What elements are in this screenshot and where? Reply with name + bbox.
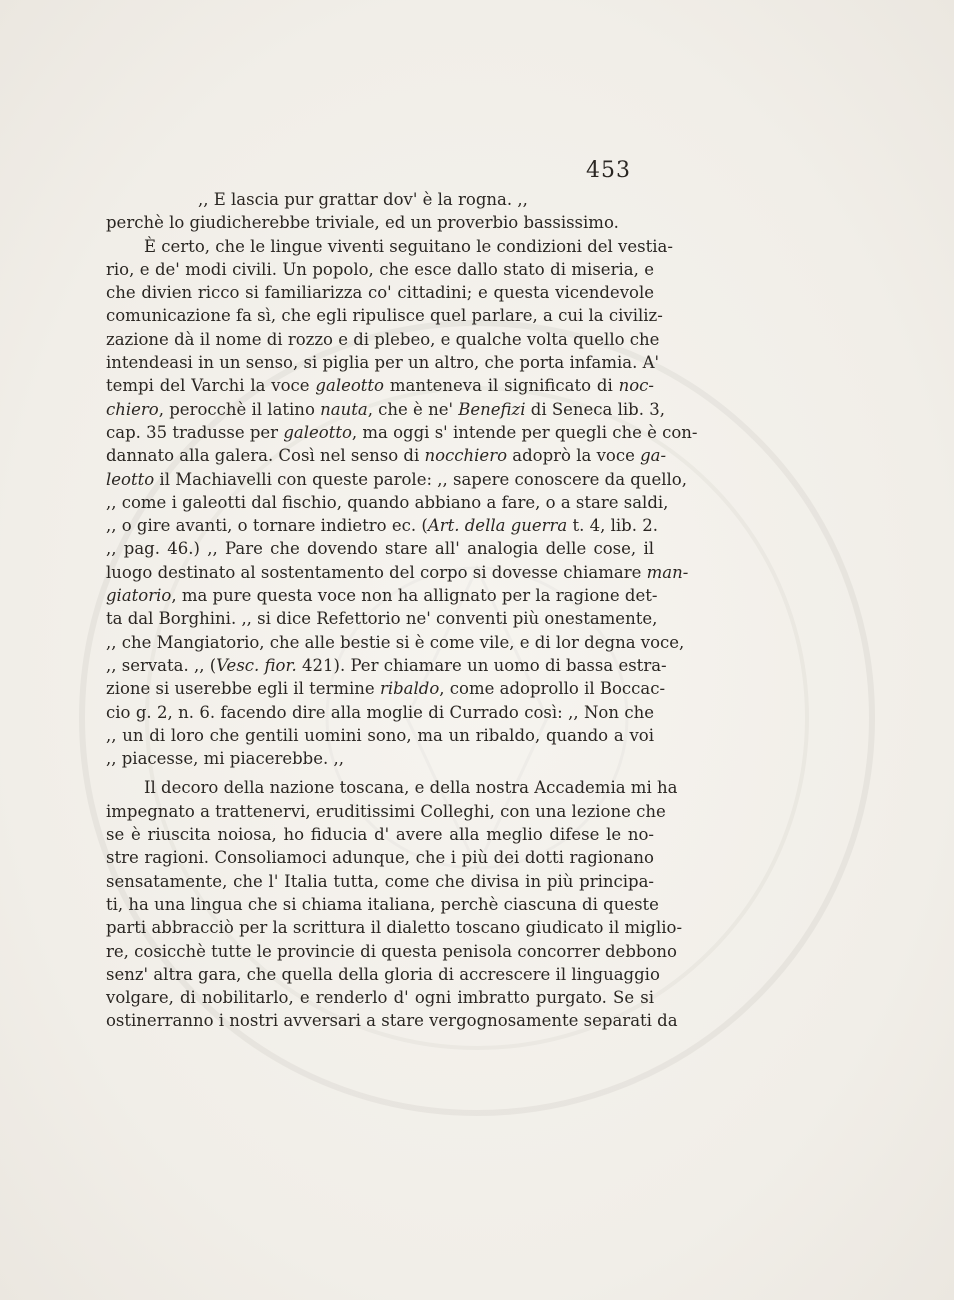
- text-line: ,, piacesse, mi piacerebbe. ,,: [106, 749, 344, 769]
- text-line: ,, E lascia pur grattar dov' è la rogna. ,,: [198, 190, 528, 209]
- page-number: 453: [586, 158, 631, 183]
- text-line: se è riuscita noiosa, ho fiducia d' avere alla meglio difese le no-: [106, 825, 654, 845]
- text-line: Il decoro della nazione toscana, e della nostra Accademia mi ha: [144, 778, 678, 798]
- text-line: luogo destinato al sostentamento del corpo si dovesse chiamare man-: [106, 562, 689, 582]
- text-line: dannato alla galera. Così nel senso di nocchiero adoprò la voce ga-: [106, 446, 667, 466]
- text-line: ti, ha una lingua che si chiama italiana, perchè ciascuna di queste: [106, 894, 659, 914]
- text-line: tempi del Varchi la voce galeotto manteneva il significato di noc-: [106, 376, 654, 396]
- text-line: giatorio, ma pure questa voce non ha allignato per la ragione det-: [106, 586, 658, 606]
- text-line: cio g. 2, n. 6. facendo dire alla moglie di Currado così: ,, Non che: [106, 702, 654, 722]
- text-line: ta dal Borghini. ,, si dice Refettorio ne' conventi più onestamente,: [106, 609, 658, 629]
- text-line: ,, servata. ,, (Vesc. fior. 421). Per chiamare un uomo di bassa estra-: [106, 655, 667, 675]
- text-line: re, cosicchè tutte le provincie di questa penisola concorrer debbono: [106, 941, 677, 961]
- text-line: leotto il Machiavelli con queste parole: ,, sapere conoscere da quello,: [106, 469, 687, 489]
- text-line: sensatamente, che l' Italia tutta, come che divisa in più principa-: [106, 871, 654, 891]
- text-line: intendeasi in un senso, si piglia per un altro, che porta infamia. A': [106, 353, 660, 373]
- text-line: chiero, perocchè il latino nauta, che è ne' Benefizi di Seneca lib. 3,: [106, 399, 665, 419]
- text-line: impegnato a trattenervi, eruditissimi Colleghi, con una lezione che: [106, 801, 666, 821]
- text-line: cap. 35 tradusse per galeotto, ma oggi s' intende per quegli che è con-: [106, 422, 698, 442]
- text-line: ostinerranno i nostri avversari a stare vergognosamente separati da: [106, 1011, 678, 1031]
- text-line: ,, pag. 46.) ,, Pare che dovendo stare all' analogia delle cose, il: [106, 539, 654, 559]
- text-line: ,, che Mangiatorio, che alle bestie si è come vile, e di lor degna voce,: [106, 632, 685, 652]
- text-line: È certo, che le lingue viventi seguitano le condizioni del vestia-: [144, 236, 673, 256]
- text-line: ,, come i galeotti dal fischio, quando abbiano a fare, o a stare saldi,: [106, 492, 669, 512]
- body-text: [106, 188, 698, 1033]
- text-line: ,, un di loro che gentili uomini sono, ma un ribaldo, quando a voi: [106, 725, 654, 745]
- text-line: zione si userebbe egli il termine ribaldo, come adoprollo il Boccac-: [106, 679, 666, 699]
- text-line: parti abbracciò per la scrittura il dialetto toscano giudicato il miglio-: [106, 918, 683, 938]
- text-line: rio, e de' modi civili. Un popolo, che esce dallo stato di miseria, e: [106, 259, 654, 279]
- text-line: stre ragioni. Consoliamoci adunque, che i più dei dotti ragionano: [106, 848, 654, 868]
- text-line: volgare, di nobilitarlo, e renderlo d' ogni imbratto purgato. Se si: [106, 988, 654, 1008]
- text-line: senz' altra gara, che quella della gloria di accrescere il linguaggio: [106, 964, 660, 984]
- text-line: che divien ricco si familiarizza co' cittadini; e questa vicendevole: [106, 283, 654, 303]
- text-line: perchè lo giudicherebbe triviale, ed un proverbio bassissimo.: [106, 213, 619, 233]
- text-line: comunicazione fa sì, che egli ripulisce quel parlare, a cui la civiliz-: [106, 306, 663, 326]
- text-line: ,, o gire avanti, o tornare indietro ec. (Art. della guerra t. 4, lib. 2.: [106, 516, 658, 536]
- text-line: zazione dà il nome di rozzo e di plebeo, e qualche volta quello che: [106, 329, 660, 349]
